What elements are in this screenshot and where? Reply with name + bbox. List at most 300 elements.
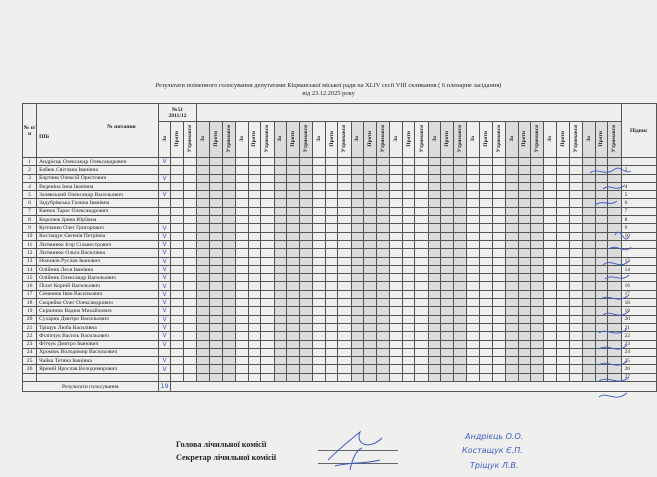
row-number: 8 (23, 216, 37, 224)
vote-cell (492, 182, 505, 190)
vote-cell (248, 182, 261, 190)
vote-cell (492, 323, 505, 331)
vote-cell (274, 332, 287, 340)
row-number: 7 (23, 207, 37, 215)
vote-cell (248, 166, 261, 174)
vote-cell (415, 158, 428, 166)
vote-cell (415, 299, 428, 307)
vote-cell (364, 282, 377, 290)
vote-cell (402, 191, 415, 199)
vote-cell (299, 323, 312, 331)
vote-cell (274, 348, 287, 356)
secretary-name-handwritten: Костащук Є.П. (462, 446, 523, 455)
vote-cell (197, 249, 210, 257)
vote-cell (287, 166, 300, 174)
row-number: 10 (23, 232, 37, 240)
vote-cell (569, 174, 582, 182)
signature-number: 13 (624, 258, 630, 265)
vote-cell (210, 216, 223, 224)
vote-cell (325, 199, 338, 207)
vote-cell (222, 307, 235, 315)
vote-cell (325, 232, 338, 240)
vote-mark: V (162, 191, 167, 199)
vote-cell (299, 315, 312, 323)
vote-cell (248, 232, 261, 240)
header-za-label: За (161, 135, 168, 142)
vote-cell (299, 299, 312, 307)
vote-cell (544, 158, 557, 166)
vote-za-cell (158, 373, 171, 381)
signature-number: 10 (624, 233, 630, 240)
vote-cell (557, 249, 570, 257)
vote-cell (299, 332, 312, 340)
vote-cell (531, 216, 544, 224)
vote-cell (313, 282, 326, 290)
table-row (23, 216, 657, 224)
vote-cell (569, 282, 582, 290)
table-row (23, 340, 657, 348)
vote-cell (479, 365, 492, 373)
vote-cell (248, 249, 261, 257)
vote-cell (235, 224, 248, 232)
vote-cell (197, 282, 210, 290)
vote-cell (171, 265, 184, 273)
vote-cell (261, 282, 274, 290)
vote-cell (313, 249, 326, 257)
vote-cell (390, 274, 403, 282)
vote-cell (505, 174, 518, 182)
vote-cell (505, 240, 518, 248)
vote-cell (210, 323, 223, 331)
vote-cell (287, 191, 300, 199)
vote-cell (338, 216, 351, 224)
vote-cell (402, 299, 415, 307)
vote-cell (505, 365, 518, 373)
vote-cell (325, 207, 338, 215)
vote-cell (492, 265, 505, 273)
vote-cell (313, 307, 326, 315)
vote-cell (376, 216, 389, 224)
vote-cell (261, 365, 274, 373)
vote-cell (402, 182, 415, 190)
vote-za-cell (158, 232, 171, 240)
vote-cell (299, 274, 312, 282)
table-row (23, 332, 657, 340)
header-za (351, 122, 364, 158)
vote-cell (518, 224, 531, 232)
vote-cell (428, 216, 441, 224)
vote-cell (441, 207, 454, 215)
vote-cell (261, 174, 274, 182)
header-za (428, 122, 441, 158)
vote-cell (299, 166, 312, 174)
deputy-name: Задубрівська Галина Іванівна (37, 199, 158, 207)
vote-cell (364, 340, 377, 348)
header-za-label: За (238, 135, 245, 142)
header-utr-label: Утримався (264, 124, 271, 153)
vote-cell (235, 232, 248, 240)
vote-cell (364, 332, 377, 340)
vote-cell (479, 199, 492, 207)
vote-mark: V (162, 357, 167, 365)
vote-cell (274, 340, 287, 348)
vote-cell (248, 158, 261, 166)
vote-cell (184, 232, 197, 240)
vote-cell (274, 265, 287, 273)
vote-cell (557, 340, 570, 348)
chair-signature (320, 420, 395, 475)
row-number: 5 (23, 191, 37, 199)
vote-cell (338, 182, 351, 190)
vote-cell (197, 174, 210, 182)
vote-cell (313, 240, 326, 248)
vote-cell (338, 340, 351, 348)
vote-cell (261, 191, 274, 199)
vote-cell (569, 315, 582, 323)
vote-mark: V (162, 290, 167, 298)
vote-cell (505, 373, 518, 381)
vote-cell (544, 274, 557, 282)
vote-cell (569, 299, 582, 307)
vote-cell (171, 182, 184, 190)
vote-cell (197, 257, 210, 265)
table-row (23, 232, 657, 240)
vote-cell (222, 232, 235, 240)
vote-cell (364, 373, 377, 381)
vote-cell (287, 174, 300, 182)
vote-cell (313, 182, 326, 190)
vote-cell (274, 249, 287, 257)
vote-cell (441, 365, 454, 373)
deputy-name: Андрієць Олександр Олександрович (37, 158, 158, 166)
vote-cell (274, 174, 287, 182)
vote-cell (313, 158, 326, 166)
vote-cell (313, 315, 326, 323)
vote-cell (171, 199, 184, 207)
vote-cell (210, 174, 223, 182)
vote-cell (299, 357, 312, 365)
vote-cell (222, 174, 235, 182)
vote-cell (518, 357, 531, 365)
vote-cell (261, 158, 274, 166)
vote-mark: V (162, 249, 167, 257)
deputy-name: Веденіна Інна Іванівна (37, 182, 158, 190)
vote-cell (518, 323, 531, 331)
vote-za-cell (158, 257, 171, 265)
vote-cell (428, 174, 441, 182)
vote-cell (235, 240, 248, 248)
vote-cell (505, 315, 518, 323)
header-proty (518, 122, 531, 158)
vote-cell (287, 357, 300, 365)
vote-cell (351, 216, 364, 224)
vote-cell (479, 307, 492, 315)
header-za-label: За (585, 135, 592, 142)
vote-cell (171, 158, 184, 166)
vote-cell (210, 348, 223, 356)
vote-cell (299, 182, 312, 190)
vote-cell (325, 191, 338, 199)
vote-cell (402, 282, 415, 290)
signature-number: 21 (624, 324, 630, 331)
vote-cell (197, 232, 210, 240)
vote-cell (390, 340, 403, 348)
vote-cell (454, 158, 467, 166)
vote-cell (415, 216, 428, 224)
vote-cell (415, 182, 428, 190)
vote-cell (299, 340, 312, 348)
vote-cell (557, 265, 570, 273)
row-number: 15 (23, 274, 37, 282)
vote-cell (376, 224, 389, 232)
vote-cell (415, 265, 428, 273)
vote-cell (518, 373, 531, 381)
vote-cell (274, 191, 287, 199)
vote-cell (210, 340, 223, 348)
vote-cell (454, 224, 467, 232)
vote-cell (544, 282, 557, 290)
vote-cell (274, 307, 287, 315)
vote-cell (287, 265, 300, 273)
vote-cell (364, 365, 377, 373)
vote-cell (479, 191, 492, 199)
vote-cell (415, 323, 428, 331)
vote-cell (544, 240, 557, 248)
vote-cell (454, 240, 467, 248)
vote-cell (338, 373, 351, 381)
vote-cell (287, 207, 300, 215)
vote-cell (184, 332, 197, 340)
vote-cell (364, 191, 377, 199)
vote-cell (544, 232, 557, 240)
vote-cell (364, 232, 377, 240)
vote-cell (505, 224, 518, 232)
vote-cell (376, 240, 389, 248)
vote-cell (222, 249, 235, 257)
vote-cell (454, 365, 467, 373)
header-empty-questions (197, 104, 621, 122)
vote-cell (210, 265, 223, 273)
vote-cell (518, 307, 531, 315)
vote-cell (557, 257, 570, 265)
vote-cell (569, 348, 582, 356)
vote-cell (210, 232, 223, 240)
header-utr (531, 122, 544, 158)
vote-cell (184, 158, 197, 166)
vote-cell (505, 216, 518, 224)
vote-cell (338, 207, 351, 215)
vote-cell (428, 315, 441, 323)
vote-cell (479, 224, 492, 232)
vote-cell (210, 182, 223, 190)
vote-za-cell (158, 315, 171, 323)
vote-cell (415, 365, 428, 373)
vote-cell (428, 199, 441, 207)
row-number: 4 (23, 182, 37, 190)
vote-cell (248, 191, 261, 199)
vote-cell (351, 199, 364, 207)
vote-cell (325, 290, 338, 298)
vote-cell (248, 299, 261, 307)
vote-cell (248, 365, 261, 373)
vote-cell (505, 282, 518, 290)
vote-cell (441, 174, 454, 182)
vote-cell (351, 158, 364, 166)
totals-rest (171, 382, 657, 392)
vote-za-cell (158, 357, 171, 365)
deputy-name: Олійник Олександр Васильович (37, 274, 158, 282)
vote-cell (171, 249, 184, 257)
vote-cell (376, 232, 389, 240)
vote-cell (376, 274, 389, 282)
vote-cell (261, 182, 274, 190)
vote-cell (531, 307, 544, 315)
vote-cell (428, 182, 441, 190)
vote-cell (313, 174, 326, 182)
vote-cell (479, 299, 492, 307)
table-row (23, 257, 657, 265)
vote-cell (467, 299, 480, 307)
vote-cell (390, 282, 403, 290)
vote-cell (531, 166, 544, 174)
vote-cell (557, 282, 570, 290)
vote-cell (390, 232, 403, 240)
vote-cell (428, 332, 441, 340)
vote-cell (171, 357, 184, 365)
vote-cell (184, 282, 197, 290)
vote-cell (197, 323, 210, 331)
vote-cell (222, 257, 235, 265)
vote-cell (313, 257, 326, 265)
vote-cell (376, 348, 389, 356)
vote-cell (222, 332, 235, 340)
vote-cell (531, 373, 544, 381)
vote-cell (325, 373, 338, 381)
signature-number: 25 (624, 357, 630, 364)
vote-cell (287, 216, 300, 224)
header-utr-label: Утримався (341, 124, 348, 153)
vote-cell (171, 290, 184, 298)
header-za (197, 122, 210, 158)
vote-cell (222, 282, 235, 290)
row-number: 22 (23, 332, 37, 340)
vote-cell (197, 332, 210, 340)
vote-cell (569, 207, 582, 215)
vote-cell (390, 224, 403, 232)
vote-cell (274, 240, 287, 248)
vote-cell (274, 257, 287, 265)
vote-cell (390, 199, 403, 207)
vote-cell (390, 315, 403, 323)
row-number: 11 (23, 240, 37, 248)
vote-cell (261, 315, 274, 323)
vote-za-cell (158, 174, 171, 182)
vote-cell (428, 323, 441, 331)
header-za-label: За (354, 135, 361, 142)
vote-cell (505, 332, 518, 340)
deputy-name: Олійник Леся Іванівна (37, 265, 158, 273)
vote-cell (184, 249, 197, 257)
vote-cell (376, 249, 389, 257)
vote-cell (261, 323, 274, 331)
vote-cell (505, 299, 518, 307)
vote-cell (351, 191, 364, 199)
vote-cell (210, 357, 223, 365)
header-question-label: № питання (107, 124, 136, 130)
header-proty (479, 122, 492, 158)
vote-cell (557, 315, 570, 323)
vote-cell (313, 290, 326, 298)
vote-cell (505, 191, 518, 199)
row-number: 20 (23, 315, 37, 323)
vote-cell (364, 166, 377, 174)
vote-cell (210, 282, 223, 290)
vote-cell (467, 290, 480, 298)
vote-cell (544, 224, 557, 232)
table-row (23, 365, 657, 373)
vote-cell (544, 265, 557, 273)
header-proty-label: Проти (482, 130, 489, 147)
vote-cell (441, 290, 454, 298)
vote-cell (441, 323, 454, 331)
vote-cell (197, 158, 210, 166)
vote-cell (364, 216, 377, 224)
header-utr-label: Утримався (534, 124, 541, 153)
vote-cell (415, 174, 428, 182)
vote-cell (210, 166, 223, 174)
vote-cell (544, 207, 557, 215)
vote-cell (222, 182, 235, 190)
vote-cell (197, 182, 210, 190)
vote-cell (184, 224, 197, 232)
vote-cell (557, 274, 570, 282)
vote-cell (376, 207, 389, 215)
vote-cell (210, 207, 223, 215)
vote-cell (351, 224, 364, 232)
vote-cell (428, 265, 441, 273)
vote-cell (518, 191, 531, 199)
vote-cell (197, 340, 210, 348)
vote-cell (351, 174, 364, 182)
vote-cell (441, 340, 454, 348)
vote-cell (184, 166, 197, 174)
header-proty-label: Проти (212, 130, 219, 147)
totals-value: 19 (158, 382, 171, 392)
vote-cell (184, 323, 197, 331)
signature-number: 2 (624, 166, 628, 173)
table-row (23, 299, 657, 307)
table-row (23, 357, 657, 365)
vote-cell (569, 182, 582, 190)
vote-cell (492, 299, 505, 307)
chair-label: Голова лічильної комісії (176, 440, 267, 449)
vote-cell (235, 182, 248, 190)
vote-cell (531, 249, 544, 257)
header-vote-51 (158, 104, 197, 122)
header-utr (184, 122, 197, 158)
header-proty-label: Проти (521, 130, 528, 147)
vote-cell (557, 290, 570, 298)
vote-cell (454, 307, 467, 315)
vote-cell (261, 332, 274, 340)
vote-cell (197, 290, 210, 298)
row-number: 12 (23, 249, 37, 257)
vote-cell (338, 323, 351, 331)
vote-cell (235, 257, 248, 265)
vote-cell (313, 224, 326, 232)
vote-cell (184, 265, 197, 273)
vote-cell (402, 373, 415, 381)
